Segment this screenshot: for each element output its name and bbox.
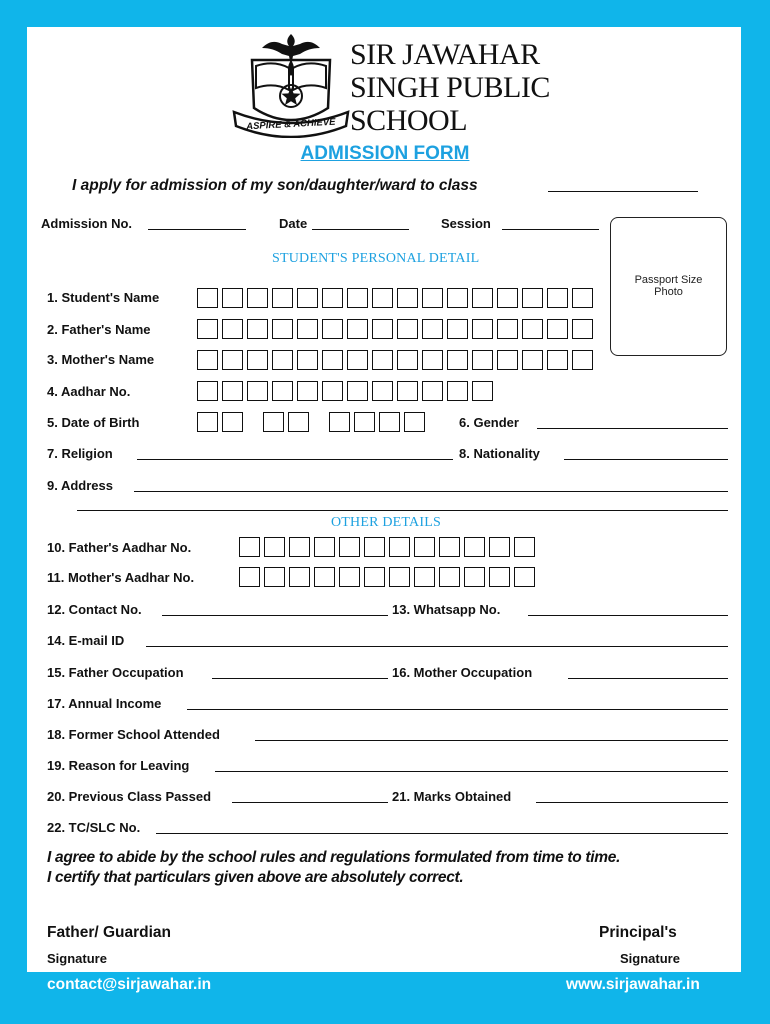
father-aadhar-label: 10. Father's Aadhar No. [47,540,192,555]
whatsapp-no-label: 13. Whatsapp No. [392,602,501,617]
contact-no-label: 12. Contact No. [47,602,142,617]
contact-no-line[interactable] [162,615,388,616]
reason-leaving-label: 19. Reason for Leaving [47,758,190,773]
date-line[interactable] [312,229,409,230]
religion-label: 7. Religion [47,446,113,461]
father-occupation-line[interactable] [212,678,388,679]
mother-occupation-label: 16. Mother Occupation [392,665,533,680]
session-line[interactable] [502,229,599,230]
aadhar-label: 4. Aadhar No. [47,384,131,399]
declaration [47,848,620,888]
tc-slc-label: 22. TC/SLC No. [47,820,141,835]
photo-caption-line: Passport Size [634,274,703,286]
nationality-line[interactable] [564,459,728,460]
school-name-line: SCHOOL [350,104,468,137]
aadhar-boxes[interactable] [197,381,493,401]
admission-no-line[interactable] [148,229,246,230]
section-heading-other: OTHER DETAILS [331,515,441,530]
email-line[interactable] [146,646,728,647]
declaration-line: I certify that particulars given above are absolutely correct. [47,869,464,886]
previous-class-line[interactable] [232,802,388,803]
religion-line[interactable] [137,459,453,460]
mother-name-label: 3. Mother's Name [47,352,155,367]
dob-boxes[interactable] [197,412,425,432]
mother-name-boxes[interactable] [197,350,593,370]
guardian-signature-label: Signature [47,951,107,966]
session-label: Session [441,216,491,231]
footer-website-link[interactable]: www.sirjawahar.in [566,976,700,993]
declaration-line: I agree to abide by the school rules and regulations formulated from time to time. [47,849,621,866]
student-name-label: 1. Student's Name [47,290,160,305]
logo-motto: ASPIRE & ACHIEVE [245,116,336,133]
class-field-line[interactable] [548,191,698,192]
whatsapp-no-line[interactable] [528,615,728,616]
apply-statement: I apply for admission of my son/daughter/ward to class [72,177,478,194]
annual-income-label: 17. Annual Income [47,696,162,711]
address-label: 9. Address [47,478,113,493]
dob-label: 5. Date of Birth [47,415,140,430]
gender-label: 6. Gender [459,415,519,430]
address-line-1[interactable] [134,491,728,492]
footer-email-link[interactable]: contact@sirjawahar.in [47,976,212,993]
former-school-label: 18. Former School Attended [47,727,220,742]
passport-photo-box[interactable] [610,217,727,356]
father-name-boxes[interactable] [197,319,593,339]
father-name-label: 2. Father's Name [47,322,151,337]
email-label: 14. E-mail ID [47,633,125,648]
school-crest-logo [232,30,350,138]
student-name-boxes[interactable] [197,288,593,308]
address-line-2[interactable] [77,510,728,511]
admission-no-label: Admission No. [41,216,133,231]
school-name [350,38,550,137]
former-school-line[interactable] [255,740,728,741]
form-title: ADMISSION FORM [300,143,470,164]
gender-line[interactable] [537,428,728,429]
section-heading-personal: STUDENT'S PERSONAL DETAIL [272,251,480,266]
marks-obtained-label: 21. Marks Obtained [392,789,512,804]
guardian-signature-title: Father/ Guardian [47,924,172,941]
tc-slc-line[interactable] [156,833,728,834]
principal-signature-label: Signature [620,951,680,966]
date-label: Date [279,216,308,231]
annual-income-line[interactable] [187,709,728,710]
marks-obtained-line[interactable] [536,802,728,803]
photo-caption-line: Photo [654,286,683,298]
principal-signature-title: Principal's [599,924,677,941]
previous-class-label: 20. Previous Class Passed [47,789,212,804]
mother-aadhar-boxes[interactable] [239,567,535,587]
school-name-line: SIR JAWAHAR [350,38,540,71]
father-occupation-label: 15. Father Occupation [47,665,184,680]
reason-leaving-line[interactable] [215,771,728,772]
father-aadhar-boxes[interactable] [239,537,535,557]
nationality-label: 8. Nationality [459,446,540,461]
mother-occupation-line[interactable] [568,678,728,679]
school-name-line: SINGH PUBLIC [350,71,550,104]
mother-aadhar-label: 11. Mother's Aadhar No. [47,570,195,585]
